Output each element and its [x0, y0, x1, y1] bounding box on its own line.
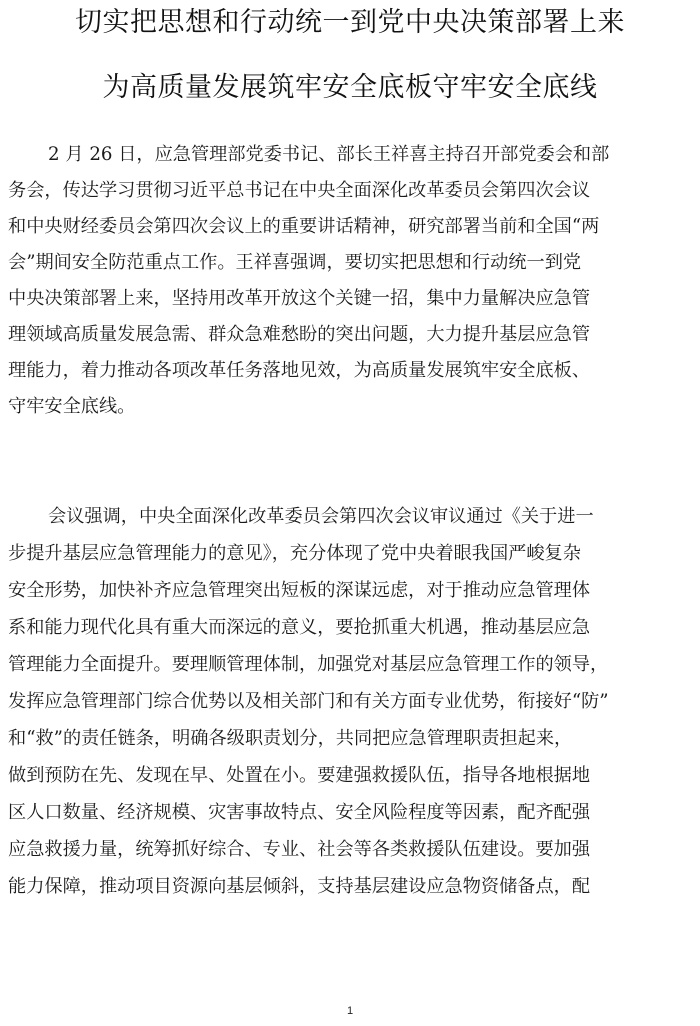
paragraph-line: 务会，传达学习贯彻习近平总书记在中央全面深化改革委员会第四次会议 [8, 180, 591, 201]
paragraph-line: 理领域高质量发展急需、群众急难愁盼的突出问题，大力提升基层应急管 [8, 324, 591, 345]
paragraph-line: 和中央财经委员会第四次会议上的重要讲话精神，研究部署当前和全国“两 [8, 216, 600, 237]
paragraph-line: 中央决策部署上来，坚持用改革开放这个关键一招，集中力量解决应急管 [8, 288, 591, 309]
paragraph-line: 2 月 26 日，应急管理部党委书记、部长王祥喜主持召开部党委会和部 [48, 144, 610, 165]
paragraph-line: 管理能力全面提升。要理顺管理体制，加强党对基层应急管理工作的领导， [8, 654, 609, 675]
paragraph-line: 步提升基层应急管理能力的意见》，充分体现了党中央着眼我国严峻复杂 [8, 543, 581, 564]
paragraph-line: 做到预防在先、发现在早、处置在小。要建强救援队伍，指导各地根据地 [8, 765, 591, 786]
paragraph-line: 能力保障，推动项目资源向基层倾斜，支持基层建设应急物资储备点，配 [8, 876, 591, 897]
page-number: 1 [346, 1005, 354, 1017]
paragraph-line: 和“救”的责任链条，明确各级职责划分，共同把应急管理职责担起来， [8, 728, 573, 749]
paragraph-line: 系和能力现代化具有重大而深远的意义，要抢抓重大机遇，推动基层应急 [8, 617, 591, 638]
paragraph-line: 安全形势，加快补齐应急管理突出短板的深谋远虑，对于推动应急管理体 [8, 580, 591, 601]
paragraph-line: 应急救援力量，统筹抓好综合、专业、社会等各类救援队伍建设。要加强 [8, 839, 591, 860]
document-title-line-1: 切实把思想和行动统一到党中央决策部署上来 [75, 7, 625, 38]
paragraph-line: 会”期间安全防范重点工作。王祥喜强调，要切实把思想和行动统一到党 [8, 252, 582, 273]
paragraph-line: 守牢安全底线。 [8, 396, 136, 417]
paragraph-line: 会议强调，中央全面深化改革委员会第四次会议审议通过《关于进一 [48, 506, 594, 527]
paragraph-line: 发挥应急管理部门综合优势以及相关部门和有关方面专业优势，衔接好“防” [8, 691, 609, 712]
paragraph-line: 区人口数量、经济规模、灾害事故特点、安全风险程度等因素，配齐配强 [8, 802, 591, 823]
document-title-line-2: 为高质量发展筑牢安全底板守牢安全底线 [102, 72, 598, 103]
paragraph-line: 理能力，着力推动各项改革任务落地见效，为高质量发展筑牢安全底板、 [8, 360, 591, 381]
